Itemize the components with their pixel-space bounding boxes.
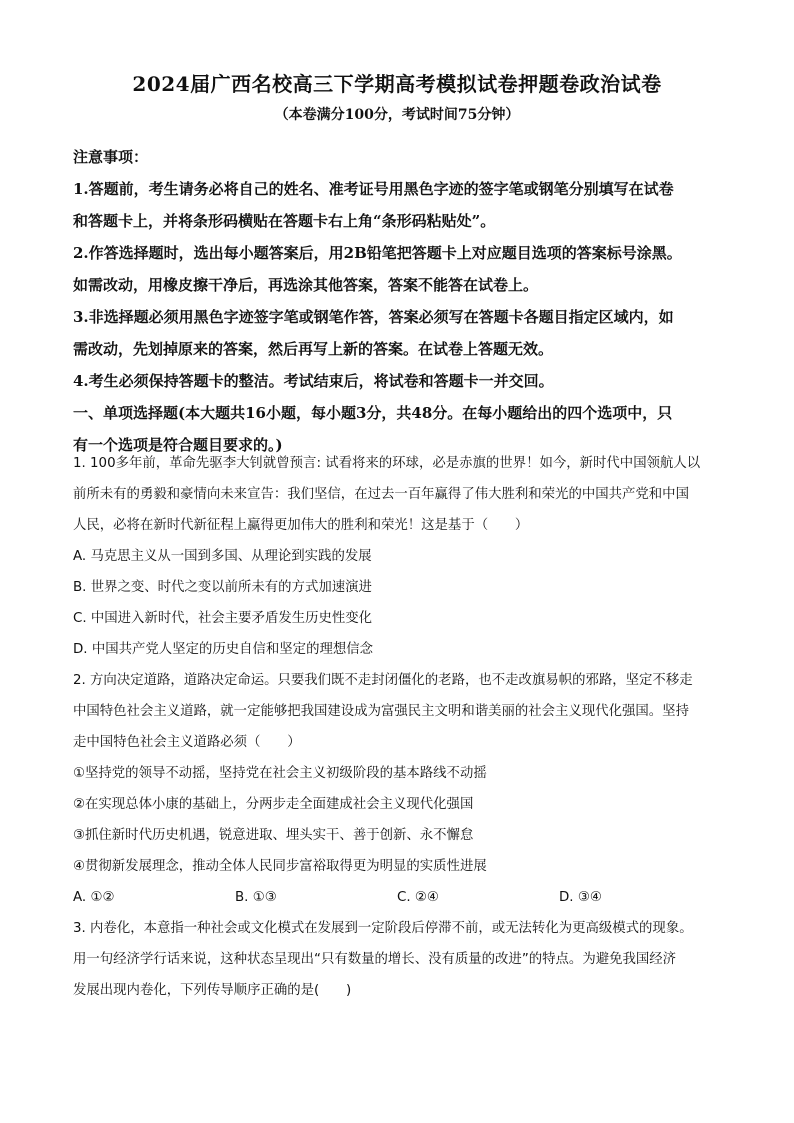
statement-3: ③抓住新时代历史机遇，锐意进取、埋头实干、善于创新、永不懈怠: [73, 828, 474, 843]
notes-heading: 注意事项：: [73, 148, 149, 166]
option-a: A. ①②: [73, 890, 115, 905]
notes-line: 和答题卡上，并将条形码横贴在答题卡右上角“条形码粘贴处”。: [73, 212, 496, 230]
notes-line: 4.考生必须保持答题卡的整洁。考试结束后，将试卷和答题卡一并交回。: [73, 372, 554, 390]
exam-subtitle: （本卷满分100分，考试时间75分钟）: [274, 107, 520, 123]
statement-1: ①坚持党的领导不动摇，坚持党在社会主义初级阶段的基本路线不动摇: [73, 766, 487, 781]
option-d: D. ③④: [559, 890, 602, 905]
question-stem-line: 发展出现内卷化，下列传导顺序正确的是( ): [73, 983, 352, 998]
notes-line: 3.非选择题必须用黑色字迹签字笔或钢笔作答，答案必须写在答题卡各题目指定区域内，如: [73, 308, 674, 326]
question-3: [73, 913, 737, 1006]
option-d: D. 中国共产党人坚定的历史自信和坚定的理想信念: [73, 642, 374, 657]
option-a: A. 马克思主义从一国到多国、从理论到实践的发展: [73, 549, 372, 564]
question-stem-line: 前所未有的勇毅和豪情向未来宣告：我们坚信，在过去一百年赢得了伟大胜利和荣光的中国共产党和中国: [73, 487, 689, 502]
question-stem-line: 人民，必将在新时代新征程上赢得更加伟大的胜利和荣光！这是基于（ ）: [73, 518, 529, 533]
question-2: [73, 665, 737, 913]
option-c: C. ②④: [397, 890, 439, 905]
statement-4: ④贯彻新发展理念，推动全体人民同步富裕取得更为明显的实质性进展: [73, 859, 487, 874]
question-stem-line: 走中国特色社会主义道路必须（ ）: [73, 735, 301, 750]
question-1: [73, 448, 737, 665]
section-heading: 有一个选项是符合题目要求的。): [73, 436, 283, 454]
notes-line: 2.作答选择题时，选出每小题答案后，用2B铅笔把答题卡上对应题目选项的答案标号涂黑。: [73, 244, 682, 262]
notes-line: 1.答题前，考生请务必将自己的姓名、准考证号用黑色字迹的签字笔或钢笔分别填写在试卷: [73, 180, 674, 198]
exam-title: 2024届广西名校高三下学期高考模拟试卷押题卷政治试卷: [132, 72, 662, 96]
statement-2: ②在实现总体小康的基础上，分两步走全面建成社会主义现代化强国: [73, 797, 474, 812]
notes-section: [73, 141, 737, 461]
section-heading: 一、单项选择题(本大题共16小题，每小题3分，共48分。在每小题给出的四个选项中，只: [73, 404, 673, 422]
option-c: C. 中国进入新时代，社会主要矛盾发生历史性变化: [73, 611, 373, 626]
option-b: B. ①③: [235, 890, 277, 905]
question-stem-line: 3. 内卷化，本意指一种社会或文化模式在发展到一定阶段后停滞不前，或无法转化为更高级模式的现象。: [73, 921, 693, 936]
question-stem-line: 用一句经济学行话来说，这种状态呈现出“只有数量的增长、没有质量的改进”的特点。为避免我国经济: [73, 952, 677, 967]
question-stem-line: 1. 100多年前，革命先驱李大钊就曾预言: 试看将来的环球，必是赤旗的世界！如今，新时代中国领航人以: [73, 456, 701, 471]
notes-line: 如需改动，用橡皮擦干净后，再选涂其他答案，答案不能答在试卷上。: [73, 276, 539, 294]
notes-line: 需改动，先划掉原来的答案，然后再写上新的答案。在试卷上答题无效。: [73, 340, 554, 358]
question-stem-line: 中国特色社会主义道路，就一定能够把我国建设成为富强民主文明和谐美丽的社会主义现代化强国。坚持: [73, 704, 689, 719]
question-stem-line: 2. 方向决定道路，道路决定命运。只要我们既不走封闭僵化的老路，也不走改旗易帜的邪路，坚定不移走: [73, 673, 693, 688]
option-b: B. 世界之变、时代之变以前所未有的方式加速演进: [73, 580, 372, 595]
options-row: [73, 882, 737, 913]
